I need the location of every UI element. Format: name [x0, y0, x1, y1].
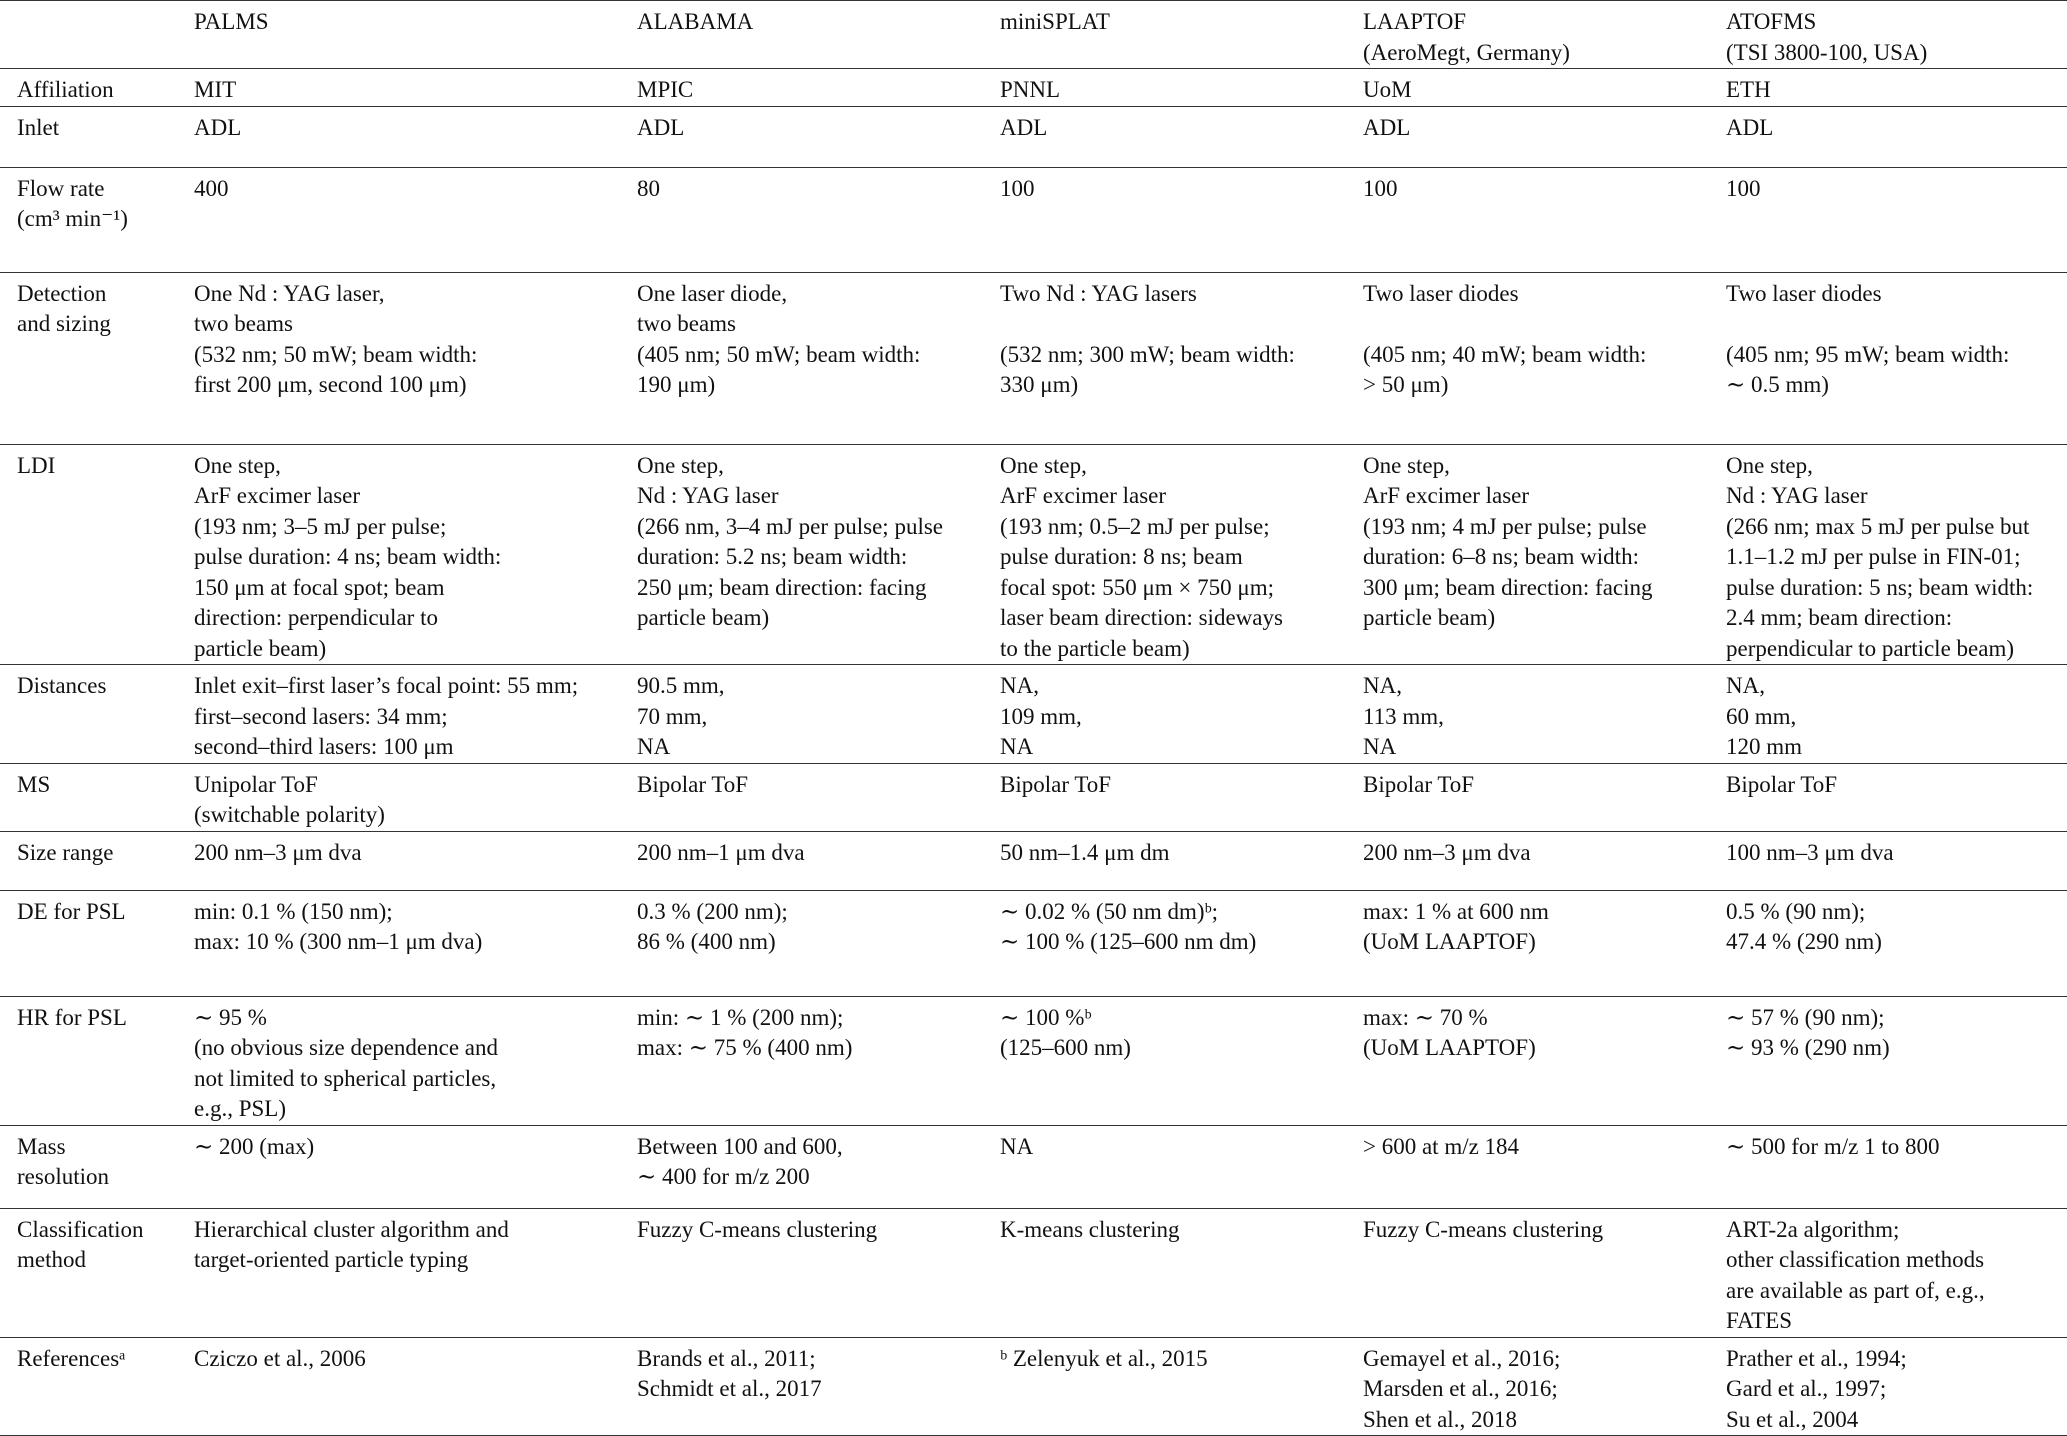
cell-references-3: Gemayel et al., 2016; Marsden et al., 2016; Shen et al., 2018 — [1346, 1337, 1709, 1436]
cell-references-2: ᵇ Zelenyuk et al., 2015 — [983, 1337, 1346, 1436]
table-row-affiliation — [0, 69, 2067, 107]
cell-ldi-2: One step, ArF excimer laser (193 nm; 0.5–2 mJ per pulse; pulse duration: 8 ns; beam focal spot: 550 μm × 750 μm; laser beam direction: sideways to the particle beam) — [983, 444, 1346, 665]
cell-ldi-1: One step, Nd : YAG laser (266 nm, 3–4 mJ per pulse; pulse duration: 5.2 ns; beam width: 250 μm; beam direction: facing particle beam) — [620, 444, 983, 665]
cell-hr-psl-3: max: ∼ 70 % (UoM LAAPTOF) — [1346, 996, 1709, 1125]
row-label-mass-resolution: Mass resolution — [0, 1125, 177, 1208]
cell-mass-resolution-4: ∼ 500 for m/z 1 to 800 — [1709, 1125, 2067, 1208]
cell-ldi-4: One step, Nd : YAG laser (266 nm; max 5 mJ per pulse but 1.1–1.2 mJ per pulse in FIN-01; pulse duration: 5 ns; beam width: 2.4 mm; beam direction: perpendicular to particle beam) — [1709, 444, 2067, 665]
cell-classification-0: Hierarchical cluster algorithm and target-oriented particle typing — [177, 1208, 620, 1337]
cell-affiliation-0: MIT — [177, 69, 620, 107]
table-row-flow-rate — [0, 167, 2067, 272]
cell-references-0: Cziczo et al., 2006 — [177, 1337, 620, 1436]
cell-de-psl-4: 0.5 % (90 nm); 47.4 % (290 nm) — [1709, 890, 2067, 996]
row-label-inlet: Inlet — [0, 106, 177, 167]
cell-mass-resolution-0: ∼ 200 (max) — [177, 1125, 620, 1208]
cell-de-psl-1: 0.3 % (200 nm); 86 % (400 nm) — [620, 890, 983, 996]
row-label-affiliation: Affiliation — [0, 69, 177, 107]
cell-inlet-1: ADL — [620, 106, 983, 167]
cell-references-1: Brands et al., 2011; Schmidt et al., 2017 — [620, 1337, 983, 1436]
cell-classification-4: ART-2a algorithm; other classification methods are available as part of, e.g., FATES — [1709, 1208, 2067, 1337]
cell-hr-psl-2: ∼ 100 %ᵇ (125–600 nm) — [983, 996, 1346, 1125]
cell-size-range-2: 50 nm–1.4 μm dm — [983, 831, 1346, 890]
cell-ldi-0: One step, ArF excimer laser (193 nm; 3–5 mJ per pulse; pulse duration: 4 ns; beam width: 150 μm at focal spot; beam direction: perpendicular to particle beam) — [177, 444, 620, 665]
cell-mass-resolution-3: > 600 at m/z 184 — [1346, 1125, 1709, 1208]
cell-flow-rate-0: 400 — [177, 167, 620, 272]
header-empty — [0, 1, 177, 69]
cell-detection-1: One laser diode, two beams (405 nm; 50 mW; beam width: 190 μm) — [620, 272, 983, 444]
table-row-distances — [0, 665, 2067, 764]
cell-detection-0: One Nd : YAG laser, two beams (532 nm; 50 mW; beam width: first 200 μm, second 100 μm) — [177, 272, 620, 444]
row-label-detection: Detection and sizing — [0, 272, 177, 444]
row-label-size-range: Size range — [0, 831, 177, 890]
header-atofms: ATOFMS (TSI 3800-100, USA) — [1709, 1, 2067, 69]
row-label-de-psl: DE for PSL — [0, 890, 177, 996]
cell-de-psl-3: max: 1 % at 600 nm (UoM LAAPTOF) — [1346, 890, 1709, 996]
table-row-classification — [0, 1208, 2067, 1337]
cell-affiliation-4: ETH — [1709, 69, 2067, 107]
cell-distances-1: 90.5 mm, 70 mm, NA — [620, 665, 983, 764]
cell-inlet-0: ADL — [177, 106, 620, 167]
cell-classification-2: K-means clustering — [983, 1208, 1346, 1337]
table-row-ms — [0, 763, 2067, 831]
cell-classification-3: Fuzzy C-means clustering — [1346, 1208, 1709, 1337]
cell-affiliation-3: UoM — [1346, 69, 1709, 107]
cell-ms-2: Bipolar ToF — [983, 763, 1346, 831]
table-row-ldi — [0, 444, 2067, 665]
cell-de-psl-0: min: 0.1 % (150 nm); max: 10 % (300 nm–1 μm dva) — [177, 890, 620, 996]
cell-distances-4: NA, 60 mm, 120 mm — [1709, 665, 2067, 764]
cell-de-psl-2: ∼ 0.02 % (50 nm dm)ᵇ; ∼ 100 % (125–600 nm dm) — [983, 890, 1346, 996]
cell-size-range-1: 200 nm–1 μm dva — [620, 831, 983, 890]
cell-ms-1: Bipolar ToF — [620, 763, 983, 831]
header-alabama: ALABAMA — [620, 1, 983, 69]
table-row-size-range — [0, 831, 2067, 890]
cell-mass-resolution-1: Between 100 and 600, ∼ 400 for m/z 200 — [620, 1125, 983, 1208]
cell-ms-0: Unipolar ToF (switchable polarity) — [177, 763, 620, 831]
table-row-hr-psl — [0, 996, 2067, 1125]
cell-inlet-2: ADL — [983, 106, 1346, 167]
row-label-references: Referencesᵃ — [0, 1337, 177, 1436]
row-label-classification: Classification method — [0, 1208, 177, 1337]
row-label-ldi: LDI — [0, 444, 177, 665]
table-row-detection — [0, 272, 2067, 444]
table-row-inlet — [0, 106, 2067, 167]
cell-size-range-0: 200 nm–3 μm dva — [177, 831, 620, 890]
row-label-distances: Distances — [0, 665, 177, 764]
cell-detection-4: Two laser diodes (405 nm; 95 mW; beam width: ∼ 0.5 mm) — [1709, 272, 2067, 444]
cell-affiliation-2: PNNL — [983, 69, 1346, 107]
cell-hr-psl-0: ∼ 95 % (no obvious size dependence and not limited to spherical particles, e.g., PSL) — [177, 996, 620, 1125]
header-laaptof: LAAPTOF (AeroMegt, Germany) — [1346, 1, 1709, 69]
table-header-row — [0, 1, 2067, 69]
table-row-de-psl — [0, 890, 2067, 996]
cell-mass-resolution-2: NA — [983, 1125, 1346, 1208]
cell-flow-rate-1: 80 — [620, 167, 983, 272]
cell-inlet-3: ADL — [1346, 106, 1709, 167]
cell-hr-psl-4: ∼ 57 % (90 nm); ∼ 93 % (290 nm) — [1709, 996, 2067, 1125]
header-palms: PALMS — [177, 1, 620, 69]
cell-distances-0: Inlet exit–first laser’s focal point: 55 mm; first–second lasers: 34 mm; second–third lasers: 100 μm — [177, 665, 620, 764]
row-label-flow-rate: Flow rate (cm³ min⁻¹) — [0, 167, 177, 272]
table-row-mass-resolution — [0, 1125, 2067, 1208]
cell-ldi-3: One step, ArF excimer laser (193 nm; 4 mJ per pulse; pulse duration: 6–8 ns; beam width: 300 μm; beam direction: facing particle beam) — [1346, 444, 1709, 665]
header-minisplat: miniSPLAT — [983, 1, 1346, 69]
cell-ms-4: Bipolar ToF — [1709, 763, 2067, 831]
cell-flow-rate-2: 100 — [983, 167, 1346, 272]
cell-hr-psl-1: min: ∼ 1 % (200 nm); max: ∼ 75 % (400 nm) — [620, 996, 983, 1125]
cell-references-4: Prather et al., 1994; Gard et al., 1997; Su et al., 2004 — [1709, 1337, 2067, 1436]
cell-ms-3: Bipolar ToF — [1346, 763, 1709, 831]
cell-flow-rate-4: 100 — [1709, 167, 2067, 272]
cell-classification-1: Fuzzy C-means clustering — [620, 1208, 983, 1337]
cell-size-range-4: 100 nm–3 μm dva — [1709, 831, 2067, 890]
cell-affiliation-1: MPIC — [620, 69, 983, 107]
row-label-hr-psl: HR for PSL — [0, 996, 177, 1125]
cell-inlet-4: ADL — [1709, 106, 2067, 167]
cell-detection-3: Two laser diodes (405 nm; 40 mW; beam width: > 50 μm) — [1346, 272, 1709, 444]
cell-detection-2: Two Nd : YAG lasers (532 nm; 300 mW; beam width: 330 μm) — [983, 272, 1346, 444]
cell-flow-rate-3: 100 — [1346, 167, 1709, 272]
cell-size-range-3: 200 nm–3 μm dva — [1346, 831, 1709, 890]
cell-distances-2: NA, 109 mm, NA — [983, 665, 1346, 764]
row-label-ms: MS — [0, 763, 177, 831]
cell-distances-3: NA, 113 mm, NA — [1346, 665, 1709, 764]
